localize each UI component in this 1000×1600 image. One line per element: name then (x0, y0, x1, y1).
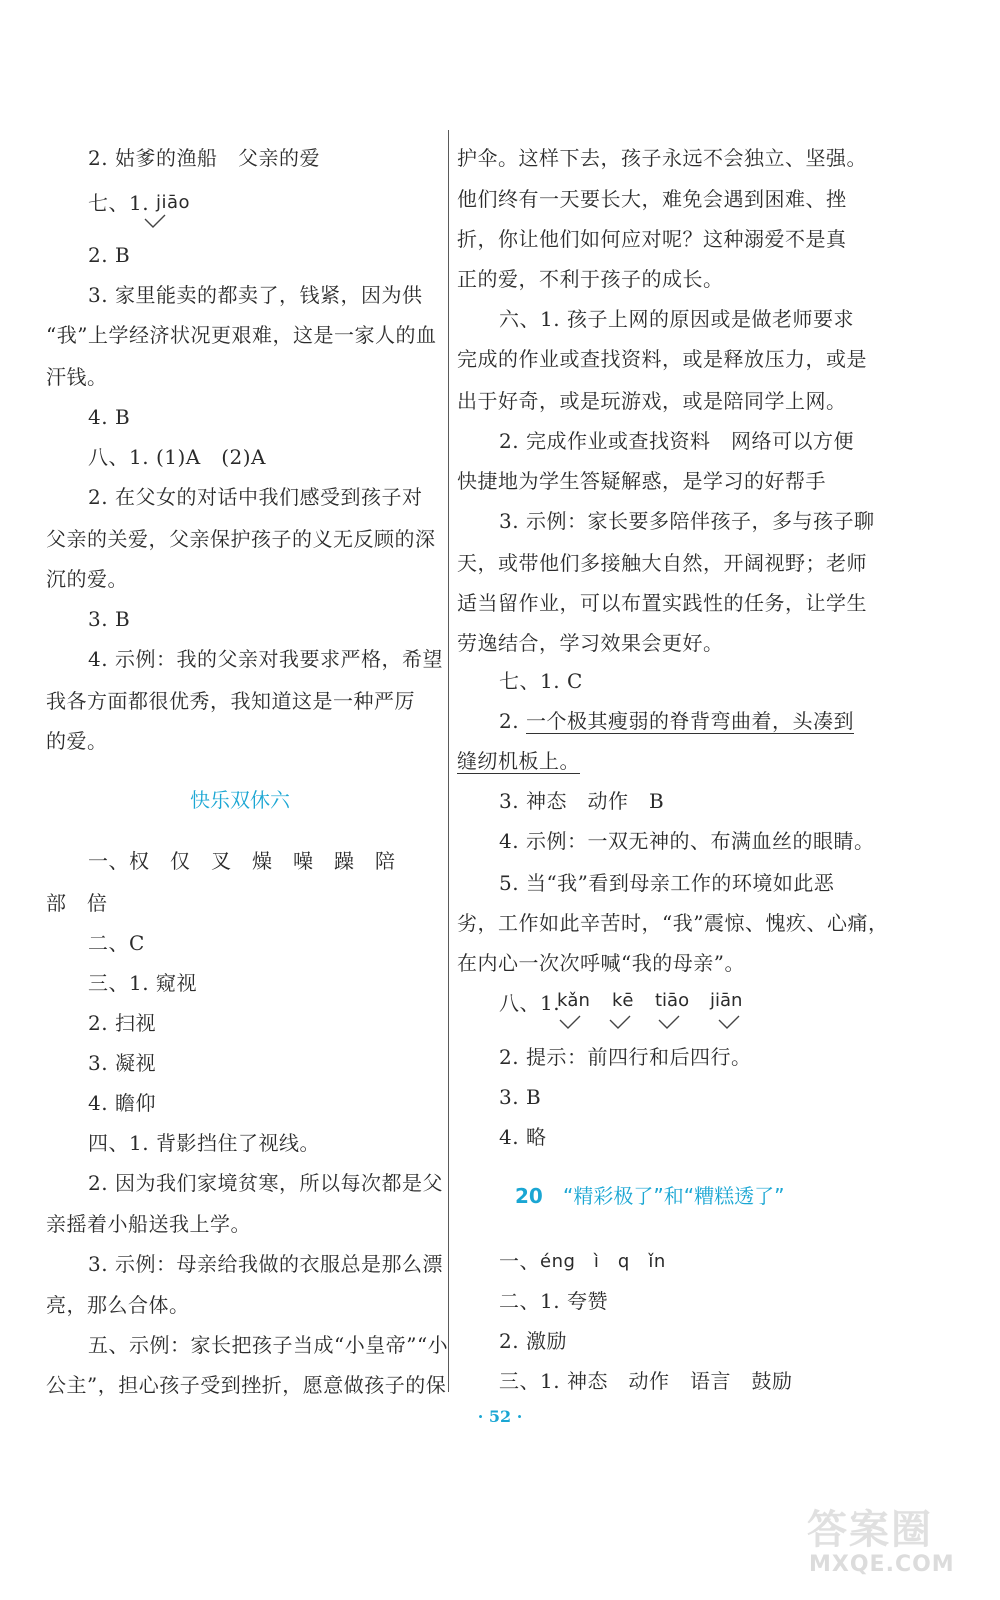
answer-line: 我各方面都很优秀，我知道这是一种严厉 (46, 689, 415, 713)
answer-line (457, 748, 580, 774)
answer-line: 2. 提示：前四行和后四行。 (499, 1045, 752, 1069)
lesson-number: 20 (515, 1184, 543, 1208)
answer-line: 4. 略 (499, 1125, 547, 1149)
answer-line: 2. 因为我们家境贫寒，所以每次都是父 (88, 1171, 443, 1195)
answer-line: 4. B (88, 405, 131, 429)
answer-line: 二、C (88, 931, 145, 955)
answer-line: 4. 示例：我的父亲对我要求严格，希望 (88, 647, 443, 671)
watermark-logo (807, 1508, 982, 1582)
answer-line: 3. 神态 动作 B (499, 789, 665, 813)
answer-line: 他们终有一天要长大，难免会遇到困难、挫 (457, 187, 847, 211)
answer-line: 在内心一次次呼喊“我的母亲”。 (457, 951, 745, 975)
answer-line: 六、1. 孩子上网的原因或是做老师要求 (499, 307, 854, 331)
answer-line: 护伞。这样下去，孩子永远不会独立、坚强。 (457, 146, 867, 170)
answer-line: 七、1. C (499, 669, 583, 693)
section-heading: 快乐双休六 (190, 788, 290, 812)
answer-line: 2. 姑爹的渔船 父亲的爱 (88, 146, 320, 170)
page-number: · 52 · (477, 1407, 523, 1426)
answer-line: 2. 扫视 (88, 1011, 156, 1035)
watermark-top: 答案圈 (807, 1507, 933, 1553)
answer-line: 快捷地为学生答疑解惑，是学习的好帮手 (457, 469, 826, 493)
answer-line: 八、1. (499, 991, 567, 1015)
check-icon (143, 213, 167, 229)
answer-line: 3. B (88, 607, 131, 631)
answer-line: “我”上学经济状况更艰难，这是一家人的血 (46, 323, 437, 347)
underlined-text: 一个极其瘦弱的脊背弯曲着，头凑到 (525, 709, 854, 733)
pinyin: kǎn (557, 990, 590, 1011)
answer-line: 亮，那么合体。 (46, 1293, 190, 1317)
answer-line: 劳逸结合，学习效果会更好。 (457, 631, 724, 655)
check-icon (558, 1014, 582, 1030)
underlined-text: 缝纫机板上。 (457, 749, 580, 773)
lesson-title: “精彩极了”和“糟糕透了” (563, 1184, 785, 1208)
answer-line: 完成的作业或查找资料，或是释放压力，或是 (457, 347, 867, 371)
answer-line: 父亲的关爱，父亲保护孩子的义无反顾的深 (46, 527, 436, 551)
check-icon (717, 1014, 741, 1030)
answer-line: 七、1. jiāo (88, 191, 190, 215)
answer-line: 部 倍 (46, 891, 108, 915)
watermark-bottom: MXQE.COM (809, 1552, 955, 1577)
answer-line: 适当留作业，可以布置实践性的任务，让学生 (457, 591, 867, 615)
answer-line: 三、1. 神态 动作 语言 鼓励 (499, 1369, 793, 1393)
column-divider (448, 130, 449, 1392)
answer-line: 3. 家里能卖的都卖了，钱紧，因为供 (88, 283, 423, 307)
answer-line: 3. 示例：母亲给我做的衣服总是那么漂 (88, 1252, 443, 1276)
answer-line: 出于好奇，或是玩游戏，或是陪同学上网。 (457, 389, 847, 413)
answer-line: 五、示例：家长把孩子当成“小皇帝”“小 (88, 1333, 449, 1357)
answer-line: 汗钱。 (46, 365, 108, 389)
answer-line: 2. 激励 (499, 1329, 567, 1353)
answer-line: 4. 瞻仰 (88, 1091, 156, 1115)
answer-line: 2. B (88, 243, 131, 267)
answer-line: 八、1. (1)A (2)A (88, 445, 266, 469)
answer-line: 2. 一个极其瘦弱的脊背弯曲着，头凑到 (499, 709, 854, 733)
answer-line: 2. 完成作业或查找资料 网络可以方便 (499, 429, 854, 453)
answer-line: 的爱。 (46, 729, 108, 753)
answer-line: 四、1. 背影挡住了视线。 (88, 1131, 320, 1155)
answer-line: 公主”，担心孩子受到挫折，愿意做孩子的保 (46, 1373, 447, 1397)
answer-line: 天，或带他们多接触大自然，开阔视野；老师 (457, 551, 867, 575)
answer-line: 折，你让他们如何应对呢？这种溺爱不是真 (457, 227, 847, 251)
answer-line: 3. B (499, 1085, 542, 1109)
check-icon (608, 1014, 632, 1030)
pinyin: jiān (710, 990, 743, 1011)
answer-line: 2. 在父女的对话中我们感受到孩子对 (88, 485, 423, 509)
answer-line: 3. 示例：家长要多陪伴孩子，多与孩子聊 (499, 509, 875, 533)
answer-line: 沉的爱。 (46, 567, 128, 591)
answer-line: 亲摇着小船送我上学。 (46, 1212, 251, 1236)
pinyin: tiāo (655, 990, 690, 1011)
pinyin: kē (612, 990, 634, 1011)
check-icon (657, 1014, 681, 1030)
answer-line: 劣，工作如此辛苦时，“我”震惊、愧疚、心痛， (457, 911, 889, 935)
answer-line: 一、éng ì q ǐn (499, 1249, 666, 1273)
pinyin: éng ì q ǐn (540, 1251, 666, 1272)
answer-line: 3. 凝视 (88, 1051, 156, 1075)
answer-line: 三、1. 窥视 (88, 971, 197, 995)
answer-line: 正的爱，不利于孩子的成长。 (457, 267, 724, 291)
answer-line: 一、权 仅 叉 燥 噪 躁 陪 (88, 849, 396, 873)
pinyin: jiāo (155, 192, 190, 213)
answer-line: 4. 示例：一双无神的、布满血丝的眼睛。 (499, 829, 875, 853)
answer-line: 5. 当“我”看到母亲工作的环境如此恶 (499, 871, 835, 895)
answer-line: 二、1. 夸赞 (499, 1289, 608, 1313)
